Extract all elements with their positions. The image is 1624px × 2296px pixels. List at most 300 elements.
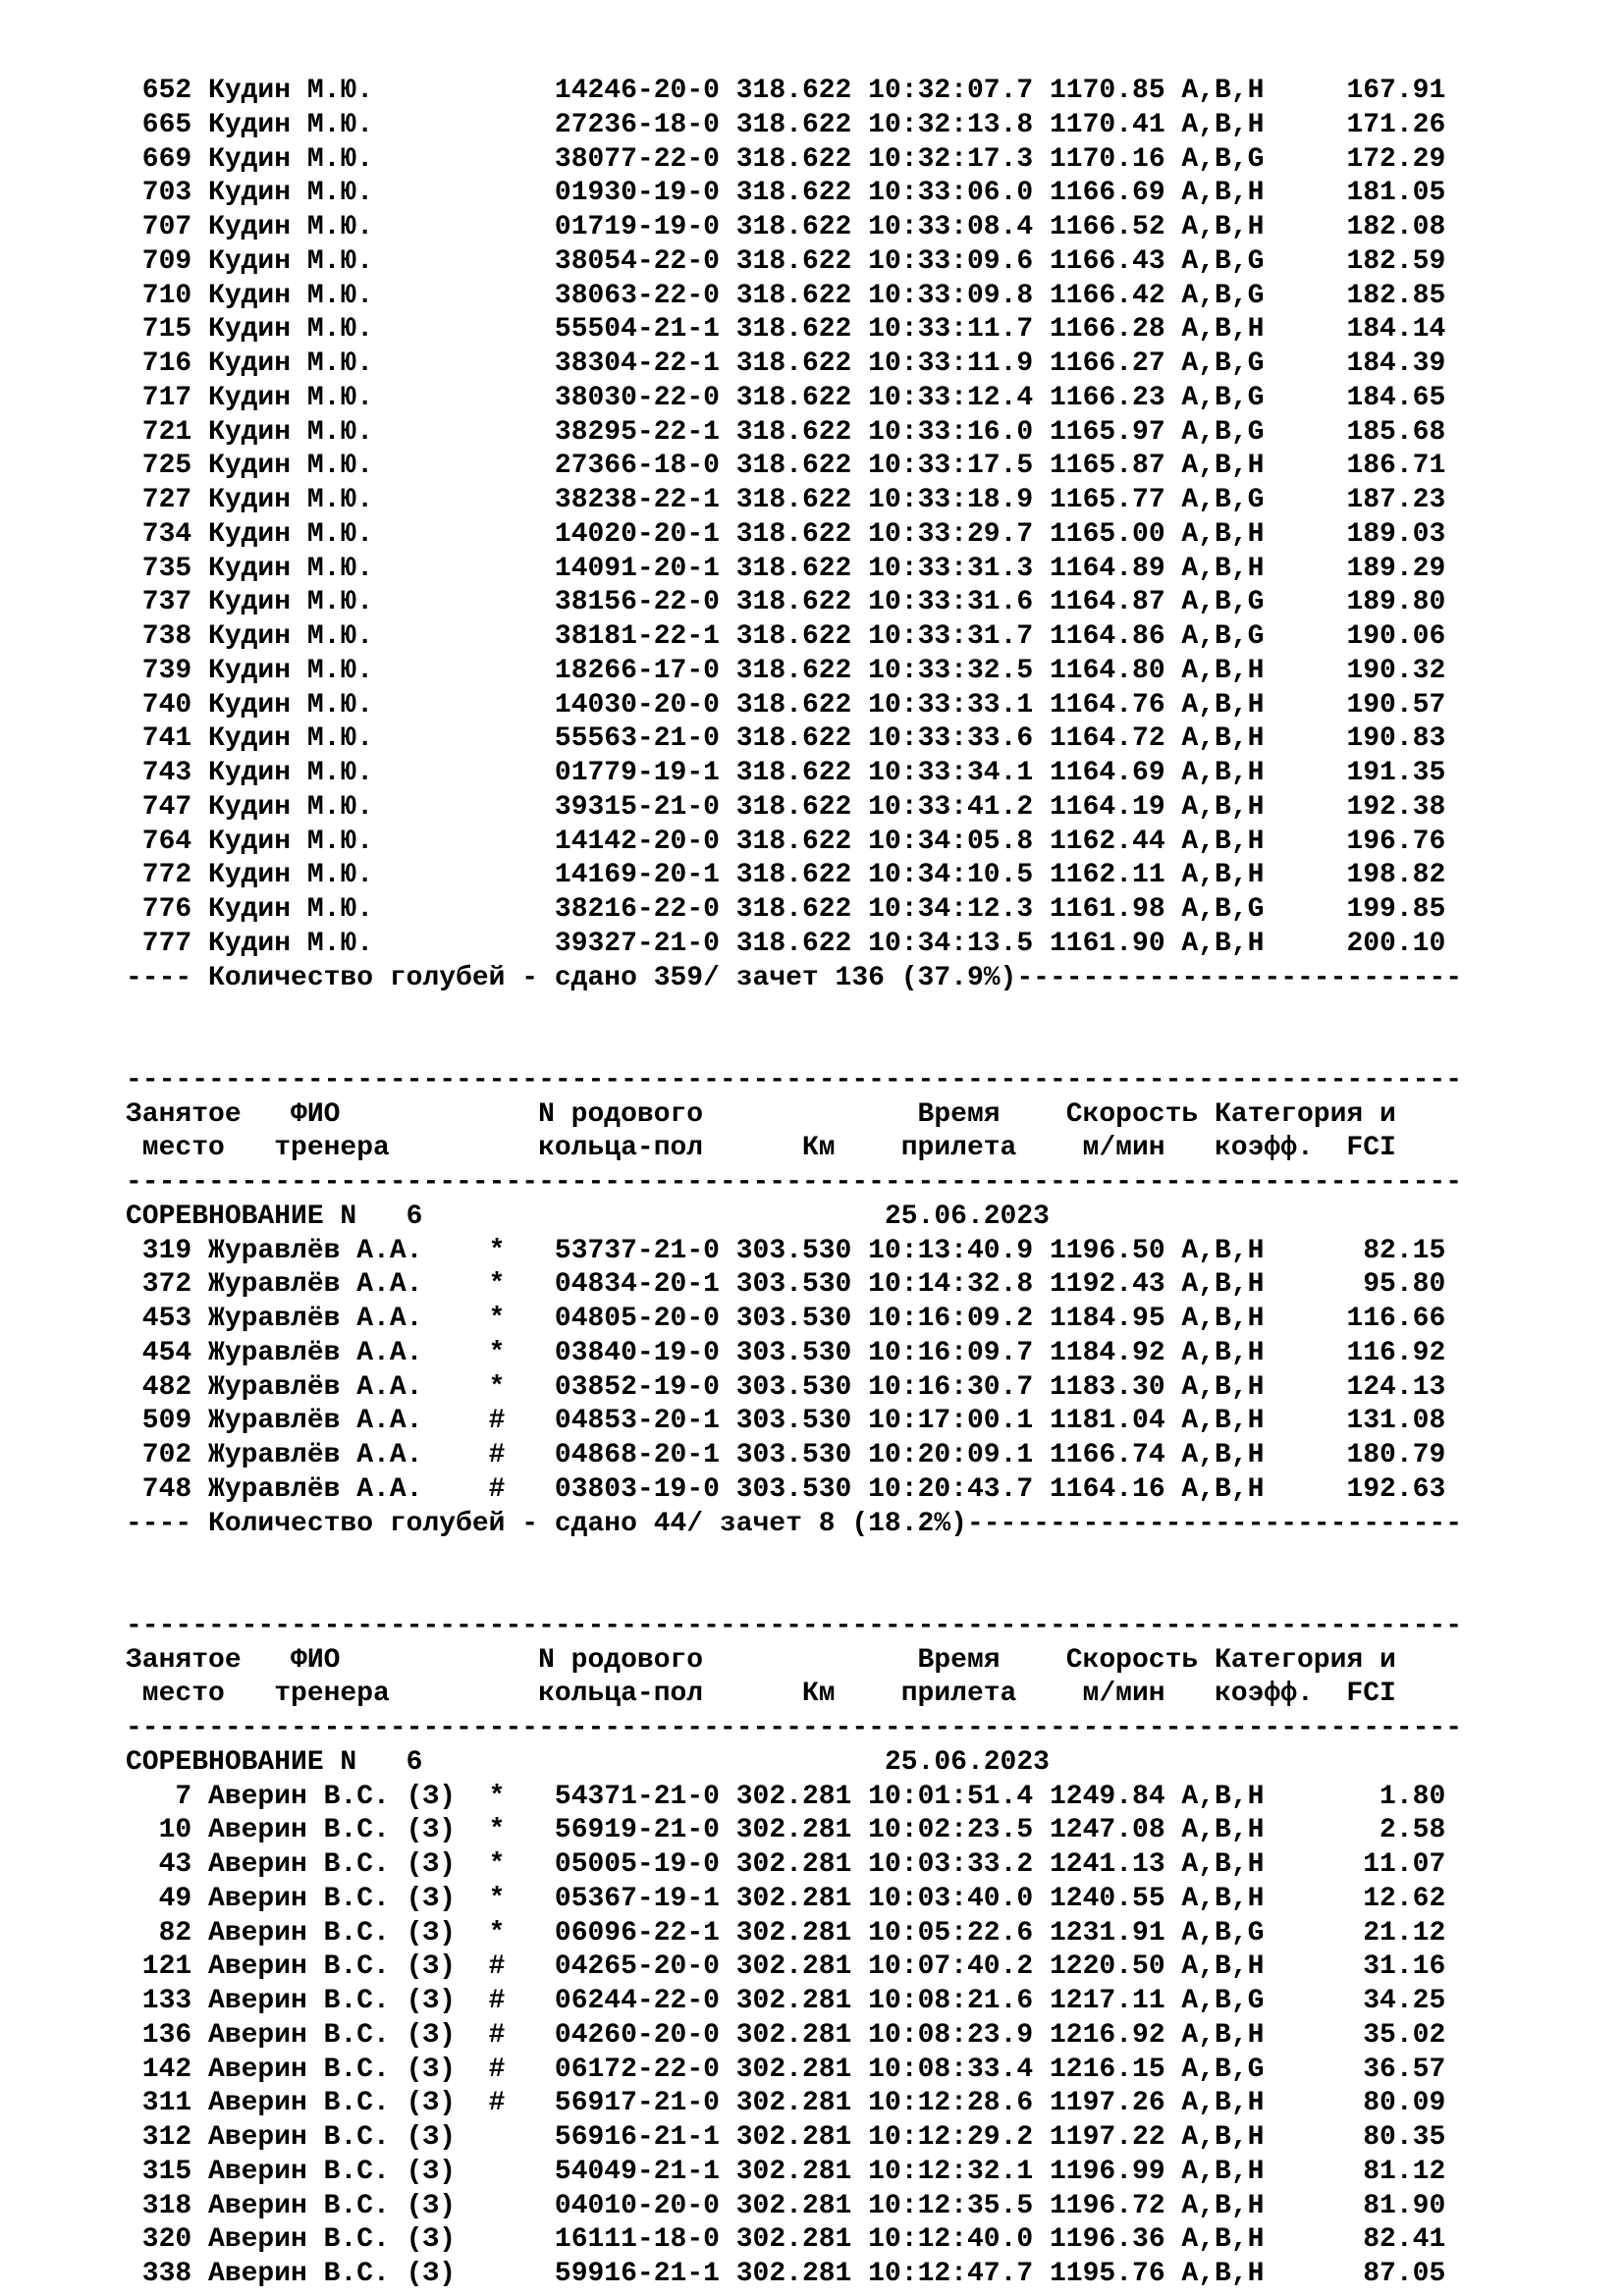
ring-number: 04260-20-0 — [554, 2019, 736, 2051]
place: 372 — [126, 1269, 209, 1301]
ring-number: 04010-20-0 — [554, 2190, 736, 2221]
category: A,B,H — [1181, 1951, 1265, 1983]
distance-km: 318.622 — [735, 485, 869, 515]
fci: 2.58 — [1264, 1815, 1446, 1846]
speed: 1231.91 — [1050, 1917, 1182, 1949]
ring-number: 01779-19-1 — [554, 758, 736, 788]
distance-km: 318.622 — [735, 178, 869, 209]
arrival-time: 10:08:33.4 — [868, 2054, 1050, 2085]
mark: * — [488, 1781, 555, 1812]
mark: * — [488, 1815, 555, 1846]
speed: 1240.55 — [1050, 1883, 1182, 1914]
ring-number: 04853-20-1 — [554, 1406, 736, 1437]
arrival-time: 10:16:09.2 — [868, 1304, 1050, 1334]
ring-number: 04265-20-0 — [554, 1951, 736, 1983]
distance-km: 302.281 — [735, 1951, 869, 1983]
distance-km: 318.622 — [735, 451, 869, 482]
speed: 1166.28 — [1050, 314, 1182, 346]
category: A,B,H — [1181, 2156, 1265, 2187]
fci: 191.35 — [1264, 758, 1446, 788]
fci: 95.80 — [1264, 1269, 1446, 1301]
category: A,B,G — [1181, 1917, 1265, 1949]
fci: 131.08 — [1264, 1406, 1446, 1437]
fci: 172.29 — [1264, 143, 1446, 175]
ring-number: 38077-22-0 — [554, 143, 736, 175]
category: A,B,H — [1181, 928, 1265, 959]
trainer-name: Кудин М.Ю. — [208, 826, 489, 857]
fci: 81.12 — [1264, 2156, 1446, 2187]
arrival-time: 10:33:18.9 — [868, 485, 1050, 515]
mark — [489, 2157, 555, 2187]
place: 311 — [126, 2088, 209, 2119]
mark — [489, 792, 555, 823]
speed: 1164.19 — [1050, 791, 1182, 823]
mark: # — [488, 1473, 555, 1505]
distance-km: 302.281 — [735, 1815, 869, 1846]
speed: 1216.92 — [1050, 2019, 1182, 2051]
arrival-time: 10:16:30.7 — [868, 1371, 1050, 1403]
trainer-name: Кудин М.Ю. — [208, 143, 489, 175]
result-row — [126, 1337, 1462, 1371]
category: A,B,H — [1181, 2224, 1265, 2256]
distance-km: 318.622 — [735, 758, 869, 788]
mark — [489, 860, 555, 890]
ring-number: 16111-18-0 — [554, 2224, 736, 2256]
result-row — [126, 177, 1462, 211]
result-row — [126, 2087, 1462, 2121]
arrival-time: 10:32:13.8 — [868, 109, 1050, 140]
arrival-time: 10:33:12.4 — [868, 382, 1050, 413]
place: 453 — [126, 1304, 209, 1334]
arrival-time: 10:12:32.1 — [868, 2156, 1050, 2187]
trainer-name: Кудин М.Ю. — [208, 485, 489, 515]
arrival-time: 10:33:09.6 — [868, 245, 1050, 277]
arrival-time: 10:33:33.6 — [868, 723, 1050, 755]
speed: 1196.50 — [1050, 1235, 1182, 1266]
result-row — [126, 245, 1462, 280]
place: 739 — [126, 655, 209, 686]
speed: 1166.23 — [1050, 382, 1182, 413]
trainer-name: Кудин М.Ю. — [208, 178, 489, 209]
result-row — [126, 1303, 1462, 1337]
category: A,B,H — [1181, 2259, 1265, 2289]
ring-number: 06096-22-1 — [554, 1917, 736, 1949]
trainer-name: Журавлёв А.А. — [208, 1473, 489, 1505]
mark — [489, 2191, 555, 2221]
speed: 1196.99 — [1050, 2156, 1182, 2187]
mark: # — [488, 1986, 555, 2016]
category: A,B,H — [1181, 689, 1265, 721]
speed: 1197.26 — [1050, 2088, 1182, 2119]
arrival-time: 10:33:33.1 — [868, 689, 1050, 721]
ring-number: 14020-20-1 — [554, 518, 736, 550]
ring-number: 38054-22-0 — [554, 245, 736, 277]
distance-km: 302.281 — [735, 2122, 869, 2153]
fci: 80.09 — [1264, 2088, 1446, 2119]
trainer-name: Кудин М.Ю. — [208, 723, 489, 755]
arrival-time: 10:33:31.6 — [868, 587, 1050, 618]
place: 702 — [126, 1440, 209, 1470]
distance-km: 302.281 — [735, 2190, 869, 2221]
trainer-name: Аверин В.С. (З) — [208, 2088, 489, 2119]
mark — [489, 110, 555, 140]
result-row — [126, 2156, 1462, 2190]
arrival-time: 10:33:41.2 — [868, 791, 1050, 823]
place: 315 — [126, 2156, 209, 2187]
header-rule: --------------------------------------------------------------------------------- — [126, 1167, 1463, 1198]
trainer-name: Кудин М.Ю. — [208, 245, 489, 277]
distance-km: 302.281 — [735, 1781, 869, 1812]
fci: 192.63 — [1264, 1473, 1446, 1505]
result-row — [126, 1405, 1462, 1439]
mark — [489, 2224, 555, 2255]
trainer-name: Аверин В.С. (З) — [208, 2122, 489, 2153]
arrival-time: 10:33:09.8 — [868, 280, 1050, 311]
blank-line — [126, 995, 1462, 1030]
trainer-name: Аверин В.С. (З) — [208, 2224, 489, 2256]
result-row — [126, 109, 1462, 143]
place: 338 — [126, 2259, 209, 2289]
ring-number: 01930-19-0 — [554, 178, 736, 209]
result-row — [126, 450, 1462, 484]
arrival-time: 10:12:35.5 — [868, 2190, 1050, 2221]
fci: 124.13 — [1264, 1371, 1446, 1403]
category: A,B,H — [1181, 1337, 1265, 1368]
distance-km: 318.622 — [735, 826, 869, 857]
speed: 1184.92 — [1050, 1337, 1182, 1368]
trainer-name: Кудин М.Ю. — [208, 76, 489, 106]
fci: 11.07 — [1264, 1849, 1446, 1880]
fci: 34.25 — [1264, 1986, 1446, 2016]
fci: 189.80 — [1264, 587, 1446, 618]
category: A,B,H — [1181, 1304, 1265, 1334]
distance-km: 303.530 — [735, 1269, 869, 1301]
speed: 1165.97 — [1050, 416, 1182, 448]
speed: 1165.00 — [1050, 518, 1182, 550]
speed: 1192.43 — [1050, 1269, 1182, 1301]
trainer-name: Аверин В.С. (З) — [208, 2156, 489, 2187]
result-row — [126, 2223, 1462, 2258]
trainer-name: Кудин М.Ю. — [208, 928, 489, 959]
place: 710 — [126, 280, 209, 311]
mark — [489, 451, 555, 481]
category: A,B,H — [1181, 1815, 1265, 1846]
arrival-time: 10:03:40.0 — [868, 1883, 1050, 1914]
distance-km: 302.281 — [735, 2088, 869, 2119]
mark: * — [488, 1883, 555, 1914]
trainer-name: Кудин М.Ю. — [208, 382, 489, 413]
trainer-name: Кудин М.Ю. — [208, 791, 489, 823]
speed: 1165.87 — [1050, 451, 1182, 482]
ring-number: 39315-21-0 — [554, 791, 736, 823]
distance-km: 303.530 — [735, 1473, 869, 1505]
speed: 1162.11 — [1050, 860, 1182, 891]
distance-km: 303.530 — [735, 1235, 869, 1266]
arrival-time: 10:03:33.2 — [868, 1849, 1050, 1880]
fci: 31.16 — [1264, 1951, 1446, 1983]
place: 747 — [126, 791, 209, 823]
place: 133 — [126, 1986, 209, 2016]
result-row — [126, 1814, 1462, 1848]
competition-title: СОРЕВНОВАНИЕ N 6 — [126, 1201, 885, 1232]
trainer-name: Журавлёв А.А. — [208, 1406, 489, 1437]
ring-number: 38295-22-1 — [554, 416, 736, 448]
speed: 1195.76 — [1050, 2259, 1182, 2289]
place: 777 — [126, 928, 209, 959]
arrival-time: 10:17:00.1 — [868, 1406, 1050, 1437]
arrival-time: 10:14:32.8 — [868, 1269, 1050, 1301]
fci: 182.59 — [1264, 245, 1446, 277]
mark: * — [488, 1337, 555, 1368]
place: 312 — [126, 2122, 209, 2153]
category: A,B,H — [1181, 553, 1265, 584]
trainer-name: Кудин М.Ю. — [208, 109, 489, 140]
distance-km: 318.622 — [735, 143, 869, 175]
trainer-name: Аверин В.С. (З) — [208, 2019, 489, 2051]
category: A,B,H — [1181, 1269, 1265, 1301]
category: A,B,H — [1181, 76, 1265, 106]
place: 716 — [126, 348, 209, 379]
result-row — [126, 1883, 1462, 1917]
result-row — [126, 1950, 1462, 1985]
place: 727 — [126, 485, 209, 515]
category: A,B,H — [1181, 314, 1265, 346]
category: A,B,G — [1181, 280, 1265, 311]
distance-km: 303.530 — [735, 1304, 869, 1334]
trainer-name: Кудин М.Ю. — [208, 212, 489, 242]
mark — [489, 554, 555, 584]
category: A,B,H — [1181, 758, 1265, 788]
ring-number: 14169-20-1 — [554, 860, 736, 891]
category: A,B,G — [1181, 894, 1265, 925]
mark — [489, 314, 555, 345]
ring-number: 04834-20-1 — [554, 1269, 736, 1301]
arrival-time: 10:34:12.3 — [868, 894, 1050, 925]
distance-km: 318.622 — [735, 621, 869, 652]
summary-line: ---- Количество голубей - сдано 44/ зачет 8 (18.2%)------------------------------ — [126, 1508, 1463, 1539]
fci: 200.10 — [1264, 928, 1446, 959]
arrival-time: 10:33:31.3 — [868, 553, 1050, 584]
ring-number: 55504-21-1 — [554, 314, 736, 346]
place: 764 — [126, 826, 209, 857]
speed: 1216.15 — [1050, 2054, 1182, 2085]
fci: 180.79 — [1264, 1440, 1446, 1470]
fci: 12.62 — [1264, 1883, 1446, 1914]
trainer-name: Аверин В.С. (З) — [208, 2259, 489, 2289]
arrival-time: 10:12:47.7 — [868, 2259, 1050, 2289]
trainer-name: Аверин В.С. (З) — [208, 1781, 489, 1812]
trainer-name: Журавлёв А.А. — [208, 1337, 489, 1368]
place: 43 — [126, 1849, 209, 1880]
speed: 1164.80 — [1050, 655, 1182, 686]
speed: 1164.86 — [1050, 621, 1182, 652]
arrival-time: 10:33:32.5 — [868, 655, 1050, 686]
category: A,B,G — [1181, 587, 1265, 618]
fci: 182.85 — [1264, 280, 1446, 311]
result-row — [126, 1848, 1462, 1883]
mark: # — [488, 2019, 555, 2051]
category: A,B,H — [1181, 1406, 1265, 1437]
place: 7 — [126, 1781, 209, 1812]
result-row — [126, 757, 1462, 791]
result-row — [126, 655, 1462, 689]
ring-number: 56919-21-0 — [554, 1815, 736, 1846]
mark: # — [488, 2088, 555, 2119]
trainer-name: Кудин М.Ю. — [208, 280, 489, 311]
distance-km: 318.622 — [735, 553, 869, 584]
speed: 1166.74 — [1050, 1440, 1182, 1470]
result-row — [126, 1439, 1462, 1473]
trainer-name: Журавлёв А.А. — [208, 1235, 489, 1266]
fci: 189.03 — [1264, 518, 1446, 550]
arrival-time: 10:02:23.5 — [868, 1815, 1050, 1846]
mark — [489, 723, 555, 754]
result-row — [126, 280, 1462, 314]
place: 776 — [126, 894, 209, 925]
ring-number: 53737-21-0 — [554, 1235, 736, 1266]
ring-number: 38181-22-1 — [554, 621, 736, 652]
ring-number: 54049-21-1 — [554, 2156, 736, 2187]
category: A,B,H — [1181, 723, 1265, 755]
distance-km: 318.622 — [735, 655, 869, 686]
category: A,B,G — [1181, 245, 1265, 277]
fci: 82.15 — [1264, 1235, 1446, 1266]
distance-km: 302.281 — [735, 1986, 869, 2016]
speed: 1166.43 — [1050, 245, 1182, 277]
ring-number: 03840-19-0 — [554, 1337, 736, 1368]
place: 707 — [126, 212, 209, 242]
ring-number: 03852-19-0 — [554, 1371, 736, 1403]
fci: 184.14 — [1264, 314, 1446, 346]
arrival-time: 10:34:05.8 — [868, 826, 1050, 857]
fci: 187.23 — [1264, 485, 1446, 515]
result-row — [126, 1268, 1462, 1303]
place: 734 — [126, 518, 209, 550]
distance-km: 303.530 — [735, 1371, 869, 1403]
result-row — [126, 416, 1462, 451]
place: 725 — [126, 451, 209, 482]
blank-line — [126, 1575, 1462, 1610]
category: A,B,G — [1181, 2054, 1265, 2085]
distance-km: 318.622 — [735, 314, 869, 346]
arrival-time: 10:33:11.9 — [868, 348, 1050, 379]
arrival-time: 10:33:06.0 — [868, 178, 1050, 209]
fci: 189.29 — [1264, 553, 1446, 584]
fci: 35.02 — [1264, 2019, 1446, 2051]
mark — [489, 348, 555, 379]
fci: 80.35 — [1264, 2122, 1446, 2153]
fci: 21.12 — [1264, 1917, 1446, 1949]
mark — [489, 690, 555, 721]
column-header-line-1: Занятое ФИО N родового Время Скорость Категория и — [126, 1098, 1396, 1130]
ring-number: 14091-20-1 — [554, 553, 736, 584]
result-row — [126, 1917, 1462, 1951]
distance-km: 318.622 — [735, 587, 869, 618]
mark — [489, 656, 555, 686]
result-row — [126, 1473, 1462, 1508]
blank-line — [126, 1541, 1462, 1575]
ring-number: 05367-19-1 — [554, 1883, 736, 1914]
mark: # — [488, 2054, 555, 2085]
category: A,B,H — [1181, 178, 1265, 209]
ring-number: 38216-22-0 — [554, 894, 736, 925]
result-row — [126, 928, 1462, 962]
header-rule: --------------------------------------------------------------------------------- — [126, 1064, 1463, 1095]
trainer-name: Аверин В.С. (З) — [208, 2054, 489, 2085]
ring-number: 14246-20-0 — [554, 76, 736, 106]
trainer-name: Кудин М.Ю. — [208, 894, 489, 925]
distance-km: 318.622 — [735, 723, 869, 755]
ring-number: 04868-20-1 — [554, 1440, 736, 1470]
ring-number: 38063-22-0 — [554, 280, 736, 311]
ring-number: 54371-21-0 — [554, 1781, 736, 1812]
speed: 1181.04 — [1050, 1406, 1182, 1437]
place: 743 — [126, 758, 209, 788]
place: 82 — [126, 1917, 209, 1949]
arrival-time: 10:08:23.9 — [868, 2019, 1050, 2051]
mark — [489, 417, 555, 448]
speed: 1164.72 — [1050, 723, 1182, 755]
competition-heading — [126, 1201, 1462, 1235]
distance-km: 318.622 — [735, 76, 869, 106]
competition-date: 25.06.2023 — [884, 1746, 1050, 1778]
result-row — [126, 2121, 1462, 2156]
result-row — [126, 347, 1462, 382]
fci: 190.32 — [1264, 655, 1446, 686]
competition-heading — [126, 1746, 1462, 1781]
ring-number: 14142-20-0 — [554, 826, 736, 857]
speed: 1164.16 — [1050, 1473, 1182, 1505]
mark — [489, 281, 555, 311]
place: 741 — [126, 723, 209, 755]
ring-number: 38304-22-1 — [554, 348, 736, 379]
distance-km: 318.622 — [735, 791, 869, 823]
distance-km: 302.281 — [735, 2259, 869, 2289]
result-row — [126, 2190, 1462, 2224]
trainer-name: Кудин М.Ю. — [208, 621, 489, 652]
place: 772 — [126, 860, 209, 891]
category: A,B,H — [1181, 212, 1265, 242]
ring-number: 56917-21-0 — [554, 2088, 736, 2119]
speed: 1249.84 — [1050, 1781, 1182, 1812]
ring-number: 38156-22-0 — [554, 587, 736, 618]
trainer-name: Кудин М.Ю. — [208, 348, 489, 379]
fci: 167.91 — [1264, 76, 1446, 106]
mark — [489, 178, 555, 208]
mark — [489, 2259, 555, 2289]
distance-km: 302.281 — [735, 1917, 869, 1949]
speed: 1161.90 — [1050, 928, 1182, 959]
category: A,B,H — [1181, 1473, 1265, 1505]
ring-number: 38030-22-0 — [554, 382, 736, 413]
result-row — [126, 518, 1462, 553]
category: A,B,H — [1181, 1849, 1265, 1880]
competition-title: СОРЕВНОВАНИЕ N 6 — [126, 1746, 885, 1778]
place: 652 — [126, 76, 209, 106]
fci: 196.76 — [1264, 826, 1446, 857]
result-row — [126, 689, 1462, 723]
arrival-time: 10:12:29.2 — [868, 2122, 1050, 2153]
arrival-time: 10:34:13.5 — [868, 928, 1050, 959]
trainer-name: Журавлёв А.А. — [208, 1371, 489, 1403]
result-row — [126, 484, 1462, 518]
speed: 1220.50 — [1050, 1951, 1182, 1983]
arrival-time: 10:20:43.7 — [868, 1473, 1050, 1505]
distance-km: 318.622 — [735, 928, 869, 959]
mark — [489, 383, 555, 413]
trainer-name: Кудин М.Ю. — [208, 314, 489, 346]
ring-number: 55563-21-0 — [554, 723, 736, 755]
